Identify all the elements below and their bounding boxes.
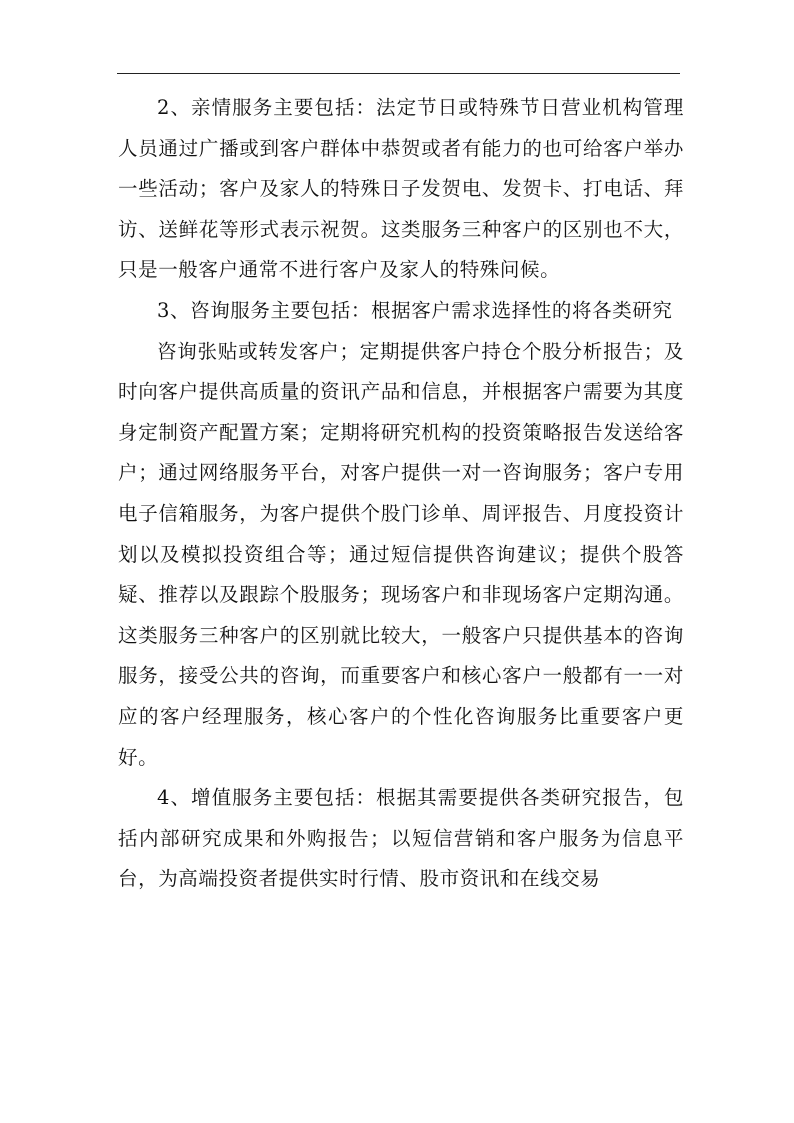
paragraph-value-added-service: 4、增值服务主要包括：根据其需要提供各类研究报告，包括内部研究成果和外购报告；以短信营销和客户服务为信息平台，为高端投资者提供实时行情、股市资讯和在线交易 <box>118 786 684 891</box>
paragraph-family-service: 2、亲情服务主要包括：法定节日或特殊节日营业机构管理人员通过广播或到客户群体中恭贺或者有能力的也可给客户举办一些活动；客户及家人的特殊日子发贺电、发贺卡、打电话、拜访、送鲜花等形式表示祝贺。这类服务三种客户的区别也不大，只是一般客户通常不进行客户及家人的特殊问候。 <box>118 96 684 282</box>
document-body <box>118 88 684 900</box>
paragraph-consult-service-heading: 3、咨询服务主要包括：根据客户需求选择性的将各类研究 <box>157 298 673 322</box>
paragraph-consult-service-body: 咨询张贴或转发客户；定期提供客户持仓个股分析报告；及时向客户提供高质量的资讯产品和信息，并根据客户需要为其度身定制资产配置方案；定期将研究机构的投资策略报告发送给客户；通过网络服务平台，对客户提供一对一咨询服务；客户专用电子信箱服务，为客户提供个股门诊单、周评报告、月度投资计划以及模拟投资组合等；通过短信提供咨询建议；提供个股答疑、推荐以及跟踪个股服务；现场客户和非现场客户定期沟通。这类服务三种客户的区别就比较大，一般客户只提供基本的咨询服务，接受公共的咨询，而重要客户和核心客户一般都有一一对应的客户经理服务，核心客户的个性化咨询服务比重要客户更好。 <box>118 339 684 769</box>
header-rule <box>117 73 680 74</box>
